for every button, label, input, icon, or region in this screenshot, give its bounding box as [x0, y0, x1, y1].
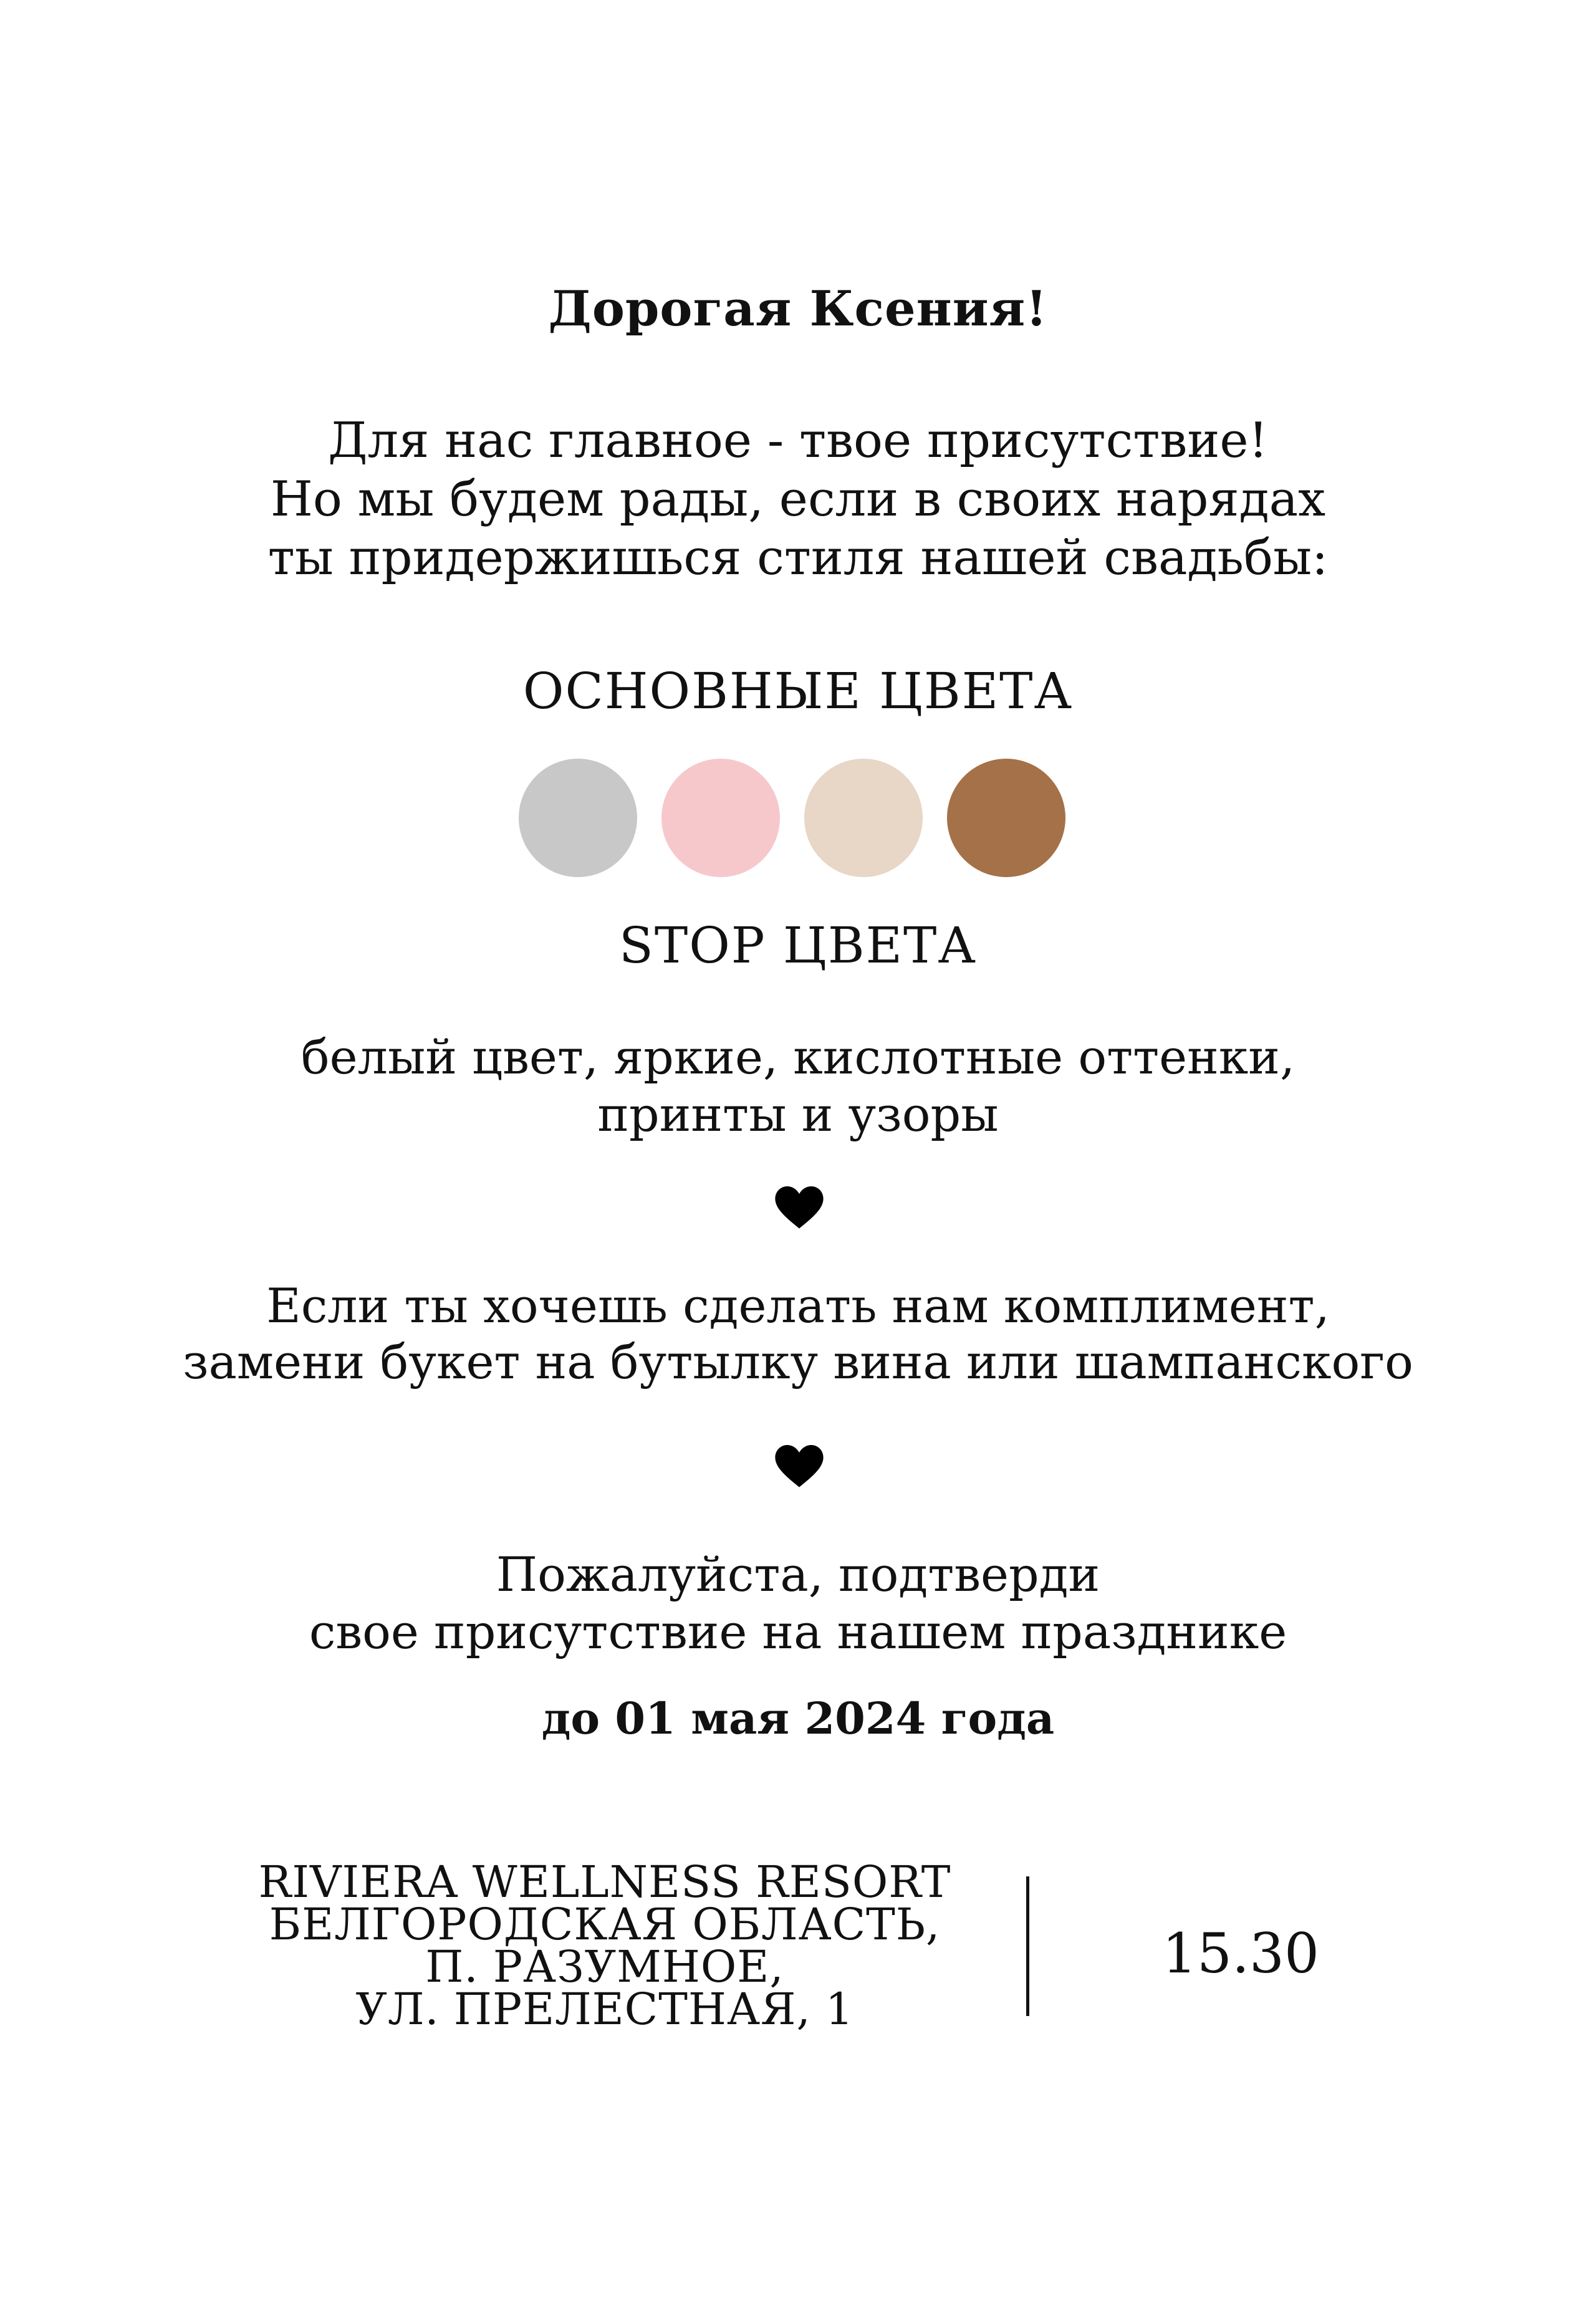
stop-colors-line: принты и узоры: [597, 1087, 999, 1142]
venue-line: БЕЛГОРОДСКАЯ ОБЛАСТЬ,: [269, 1899, 941, 1950]
event-time: 15.30: [1162, 1921, 1319, 1985]
venue-line: УЛ. ПРЕЛЕСТНАЯ, 1: [355, 1984, 854, 2035]
greeting-title: Дорогая Ксения!: [548, 281, 1048, 337]
rsvp-deadline: до 01 мая 2024 года: [541, 1692, 1055, 1744]
rsvp-line: свое присутствие на нашем празднике: [309, 1604, 1287, 1659]
color-swatch-brown: [947, 759, 1065, 877]
rsvp-text: [0, 1546, 1596, 1661]
main-colors-heading: ОСНОВНЫЕ ЦВЕТА: [522, 662, 1074, 720]
rsvp-line: Пожалуйста, подтверди: [496, 1547, 1100, 1602]
stop-colors-heading: STOP ЦВЕТА: [619, 916, 977, 974]
intro-line: ты придержишься стиля нашей свадьбы:: [267, 530, 1329, 586]
intro-line: Для нас главное - твое присутствие!: [328, 413, 1268, 469]
color-swatches: [0, 759, 1596, 877]
venue-line: RIVIERA WELLNESS RESORT: [258, 1856, 951, 1908]
intro-text: [0, 411, 1596, 587]
compliment-line: замени букет на бутылку вина или шампанского: [183, 1334, 1413, 1390]
heart-icon: [774, 1186, 824, 1230]
venue-address: [212, 1856, 998, 2035]
venue-line: П. РАЗУМНОЕ,: [425, 1941, 784, 1992]
compliment-line: Если ты хочешь сделать нам комплимент,: [266, 1278, 1330, 1333]
color-swatch-pink: [661, 759, 780, 877]
color-swatch-gray: [519, 759, 637, 877]
color-swatch-beige: [804, 759, 923, 877]
heart-icon: [774, 1445, 824, 1489]
stop-colors-text: [0, 1029, 1596, 1143]
compliment-text: [0, 1278, 1596, 1390]
intro-line: Но мы будем рады, если в своих нарядах: [270, 471, 1326, 527]
stop-colors-line: белый цвет, яркие, кислотные оттенки,: [300, 1029, 1296, 1085]
vertical-divider: [1026, 1876, 1029, 2016]
